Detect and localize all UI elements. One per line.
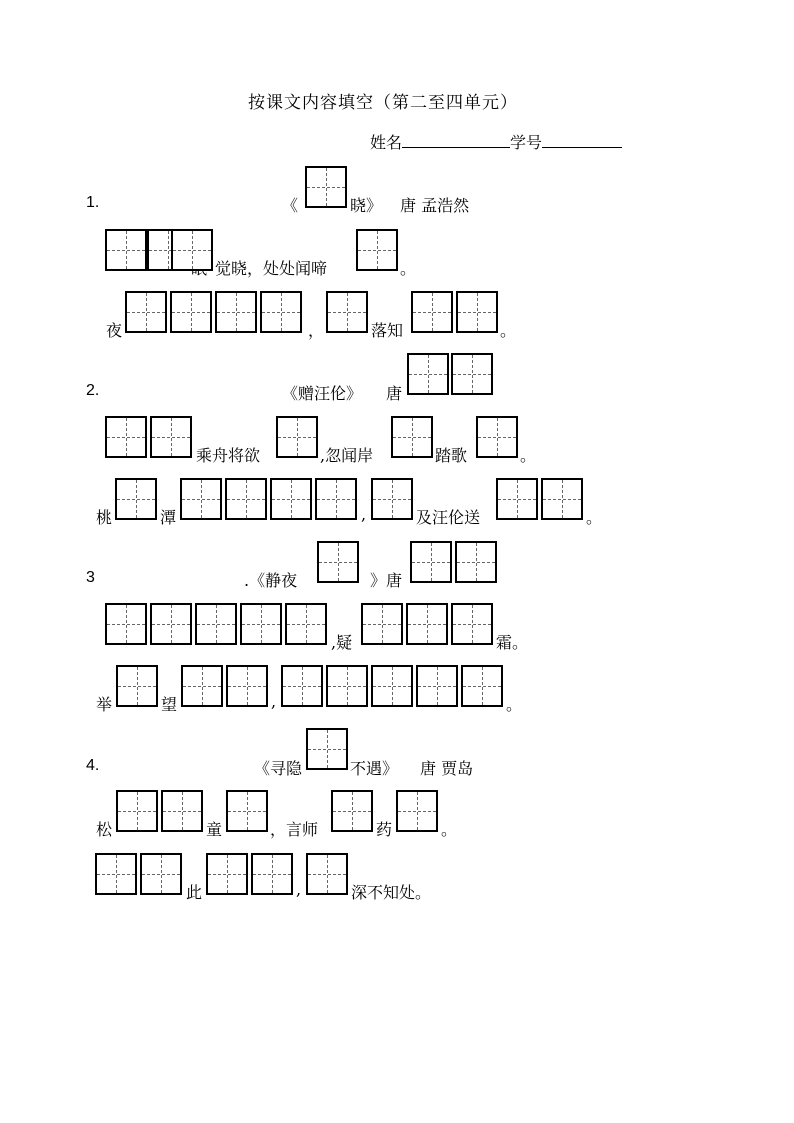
poem-3-box[interactable] <box>150 603 192 645</box>
poem-2-box[interactable] <box>371 478 413 520</box>
poem-3-box[interactable] <box>406 603 448 645</box>
poem-2-box[interactable] <box>225 478 267 520</box>
page-title: 按课文内容填空（第二至四单元） <box>248 93 518 113</box>
poem-2-box[interactable] <box>105 416 147 458</box>
poem-3-box[interactable] <box>361 603 403 645</box>
poem-2-box[interactable] <box>315 478 357 520</box>
poem-2-line2-text2: 及汪伦送 <box>416 508 481 527</box>
poem-3-box[interactable] <box>455 541 497 583</box>
poem-2-line1-text2: ,忽闻岸 <box>320 446 374 465</box>
poem-4-line1-text2: ，言师 <box>270 820 319 839</box>
poem-4-box[interactable] <box>226 790 268 832</box>
poem-2-author: 唐 <box>386 384 403 403</box>
name-field[interactable] <box>370 130 622 153</box>
name-label: 姓名 <box>370 133 403 152</box>
id-blank[interactable] <box>542 131 622 148</box>
poem-3-box[interactable] <box>285 603 327 645</box>
poem-3-box[interactable] <box>410 541 452 583</box>
poem-2-box[interactable] <box>451 353 493 395</box>
poem-2-line1-text1: 乘舟将欲 <box>196 446 261 465</box>
poem-3-box[interactable] <box>326 665 368 707</box>
poem-3-box[interactable] <box>105 603 147 645</box>
poem-1-line1-text2: 觉晓，处处闻啼 <box>215 259 328 278</box>
poem-2-box[interactable] <box>541 478 583 520</box>
poem-2-title: 《赠汪伦》 <box>282 384 363 403</box>
poem-3-box[interactable] <box>240 603 282 645</box>
poem-2-line2-comma: , <box>361 505 367 524</box>
poem-1-box[interactable] <box>411 291 453 333</box>
poem-3-box[interactable] <box>281 665 323 707</box>
poem-2-box[interactable] <box>115 478 157 520</box>
poem-3-box[interactable] <box>371 665 413 707</box>
poem-3-box[interactable] <box>226 665 268 707</box>
poem-1-box[interactable] <box>170 291 212 333</box>
poem-3-line2-text1: 望 <box>161 695 178 714</box>
poem-2-box[interactable] <box>150 416 192 458</box>
poem-3-box[interactable] <box>451 603 493 645</box>
poem-1-box[interactable] <box>260 291 302 333</box>
poem-4-number: 4. <box>86 757 100 774</box>
poem-1-title-box[interactable] <box>305 166 347 208</box>
poem-2-box[interactable] <box>476 416 518 458</box>
poem-1-line2-end: 。 <box>500 321 517 340</box>
poem-3-box[interactable] <box>416 665 458 707</box>
poem-4-box[interactable] <box>251 853 293 895</box>
poem-3-line2-end: 。 <box>506 695 523 714</box>
poem-4-line1-text1: 童 <box>206 820 223 839</box>
poem-3-box[interactable] <box>181 665 223 707</box>
poem-1-author: 唐 孟浩然 <box>400 196 470 215</box>
poem-4-box[interactable] <box>140 853 182 895</box>
poem-1-box[interactable] <box>456 291 498 333</box>
poem-1-box[interactable] <box>356 229 398 271</box>
poem-3-line2-comma: , <box>271 692 277 711</box>
poem-1-line1-end: 。 <box>400 259 417 278</box>
poem-2-box[interactable] <box>276 416 318 458</box>
poem-3-number: 3 <box>86 569 95 586</box>
poem-1-line2-comma: ， <box>308 321 325 340</box>
poem-4-line2-text2: 深不知处。 <box>351 883 432 902</box>
name-blank[interactable] <box>402 131 510 148</box>
poem-4-line1-text3: 药 <box>376 820 393 839</box>
poem-2-box[interactable] <box>180 478 222 520</box>
poem-2-box[interactable] <box>407 353 449 395</box>
poem-4-box[interactable] <box>331 790 373 832</box>
poem-4-title-open: 《寻隐 <box>254 759 303 778</box>
poem-4-box[interactable] <box>206 853 248 895</box>
poem-2-line1-end: 。 <box>520 446 537 465</box>
poem-4-box[interactable] <box>116 790 158 832</box>
poem-2-line2-text1: 潭 <box>160 508 177 527</box>
poem-3-line1-end: 霜。 <box>496 633 529 652</box>
poem-3-box[interactable] <box>461 665 503 707</box>
poem-3-title-open: .《静夜 <box>244 571 298 590</box>
poem-4-line1-end: 。 <box>441 820 458 839</box>
poem-1-number: 1. <box>86 194 100 211</box>
poem-1-box[interactable] <box>125 291 167 333</box>
poem-4-box[interactable] <box>396 790 438 832</box>
poem-3-title-box[interactable] <box>317 541 359 583</box>
poem-1-box[interactable] <box>171 229 213 271</box>
poem-2-number: 2. <box>86 382 100 399</box>
poem-1-box[interactable] <box>326 291 368 333</box>
poem-4-box[interactable] <box>95 853 137 895</box>
poem-3-box[interactable] <box>195 603 237 645</box>
poem-2-line2-end: 。 <box>586 508 603 527</box>
poem-1-title-open: 《 <box>282 196 299 215</box>
poem-1-line2-text1: 落知 <box>371 321 404 340</box>
poem-2-box[interactable] <box>496 478 538 520</box>
poem-2-line1-text3: 踏歌 <box>435 446 468 465</box>
poem-4-title-close: 不遇》 <box>350 759 399 778</box>
poem-3-box[interactable] <box>116 665 158 707</box>
poem-3-title-close: 》唐 <box>370 571 403 590</box>
poem-3-line2-start: 举 <box>96 695 113 714</box>
poem-4-line1-start: 松 <box>96 820 113 839</box>
poem-2-box[interactable] <box>270 478 312 520</box>
id-label: 学号 <box>510 133 543 152</box>
poem-4-box[interactable] <box>161 790 203 832</box>
poem-3-line1-text1: ,疑 <box>331 633 353 652</box>
poem-1-line2-start: 夜 <box>106 321 123 340</box>
poem-4-line2-text1: 此 <box>186 883 203 902</box>
poem-4-line2-comma: , <box>296 880 302 899</box>
poem-1-title-suffix: 晓》 <box>350 196 383 215</box>
poem-4-box[interactable] <box>306 853 348 895</box>
poem-2-box[interactable] <box>391 416 433 458</box>
poem-2-line2-start: 桃 <box>96 508 113 527</box>
poem-1-box[interactable] <box>215 291 257 333</box>
poem-1-box[interactable] <box>105 229 147 271</box>
poem-4-title-box[interactable] <box>306 728 348 770</box>
poem-4-author: 唐 贾岛 <box>420 759 474 778</box>
